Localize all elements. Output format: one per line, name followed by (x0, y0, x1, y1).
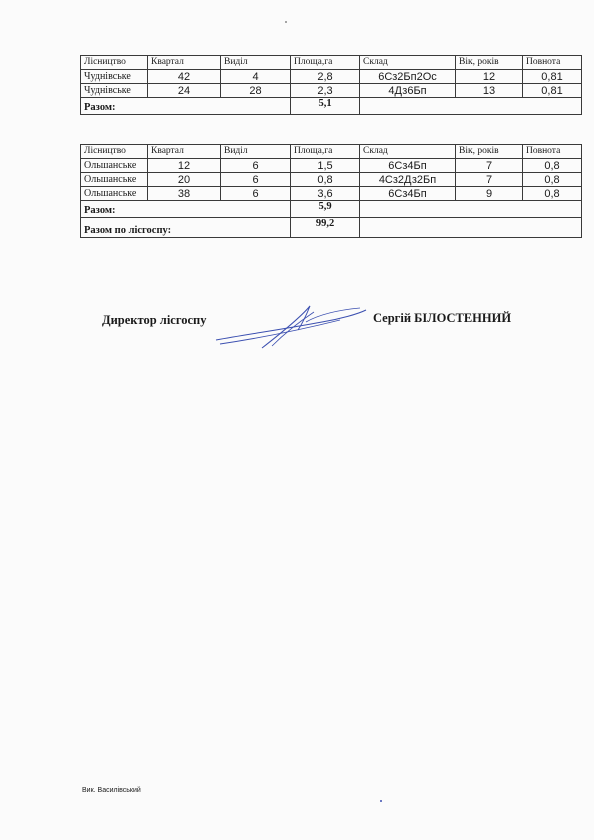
grand-total-label: Разом по лісгоспу: (81, 218, 291, 238)
table-row (81, 84, 582, 98)
header-density: Повнота (523, 145, 582, 159)
cell-forestry: Чуднівське (81, 70, 148, 84)
cell-forestry: Ольшанське (81, 159, 148, 173)
header-area: Площа,га (291, 145, 360, 159)
cell-composition: 6Сз2Бп2Ос (360, 70, 456, 84)
cell-composition: 4Сз2Дз2Бп (360, 173, 456, 187)
total-label: Разом: (81, 98, 291, 115)
cell-age: 7 (456, 159, 523, 173)
header-composition: Склад (360, 56, 456, 70)
handwritten-signature (210, 300, 370, 350)
header-quarter: Квартал (148, 56, 221, 70)
cell-composition: 4Дз6Бп (360, 84, 456, 98)
cell-area: 1,5 (291, 159, 360, 173)
cell-age: 7 (456, 173, 523, 187)
cell-area: 2,3 (291, 84, 360, 98)
header-quarter: Квартал (148, 145, 221, 159)
cell-density: 0,8 (523, 187, 582, 201)
grand-total-row (81, 218, 582, 238)
cell-section: 6 (221, 187, 291, 201)
executor-note: Вик. Василівський (82, 787, 141, 794)
table-row (81, 159, 582, 173)
cell-quarter: 12 (148, 159, 221, 173)
cell-section: 6 (221, 173, 291, 187)
table-header-row (81, 56, 582, 70)
cell-quarter: 20 (148, 173, 221, 187)
cell-density: 0,8 (523, 159, 582, 173)
cell-density: 0,81 (523, 84, 582, 98)
table-row (81, 187, 582, 201)
grand-total-empty-cell (360, 218, 582, 238)
header-forestry: Лісництво (81, 145, 148, 159)
cell-forestry: Чуднівське (81, 84, 148, 98)
forestry-table-2 (80, 144, 582, 238)
table-header-row (81, 145, 582, 159)
forestry-table-1 (80, 55, 582, 115)
cell-area: 3,6 (291, 187, 360, 201)
cell-area: 0,8 (291, 173, 360, 187)
table-total-row (81, 201, 582, 218)
table-total-row (81, 98, 582, 115)
header-age: Вік, років (456, 145, 523, 159)
header-section: Виділ (221, 145, 291, 159)
header-composition: Склад (360, 145, 456, 159)
director-title: Директор лісгоспу (102, 313, 207, 327)
director-name: Сергій БІЛОСТЕННИЙ (373, 311, 512, 325)
header-age: Вік, років (456, 56, 523, 70)
cell-composition: 6Сз4Бп (360, 159, 456, 173)
cell-composition: 6Сз4Бп (360, 187, 456, 201)
cell-section: 6 (221, 159, 291, 173)
header-area: Площа,га (291, 56, 360, 70)
cell-age: 12 (456, 70, 523, 84)
cell-area: 2,8 (291, 70, 360, 84)
table-row (81, 173, 582, 187)
cell-density: 0,8 (523, 173, 582, 187)
cell-age: 13 (456, 84, 523, 98)
total-value: 5,1 (291, 98, 360, 115)
cell-quarter: 38 (148, 187, 221, 201)
cell-age: 9 (456, 187, 523, 201)
cell-quarter: 24 (148, 84, 221, 98)
scan-speck (285, 21, 287, 23)
cell-quarter: 42 (148, 70, 221, 84)
header-density: Повнота (523, 56, 582, 70)
total-value: 5,9 (291, 201, 360, 218)
cell-density: 0,81 (523, 70, 582, 84)
total-label: Разом: (81, 201, 291, 218)
cell-section: 4 (221, 70, 291, 84)
cell-section: 28 (221, 84, 291, 98)
total-empty-cell (360, 98, 582, 115)
table-row (81, 70, 582, 84)
header-forestry: Лісництво (81, 56, 148, 70)
total-empty-cell (360, 201, 582, 218)
scan-speck (380, 800, 382, 802)
cell-forestry: Ольшанське (81, 173, 148, 187)
cell-forestry: Ольшанське (81, 187, 148, 201)
grand-total-value: 99,2 (291, 218, 360, 238)
header-section: Виділ (221, 56, 291, 70)
